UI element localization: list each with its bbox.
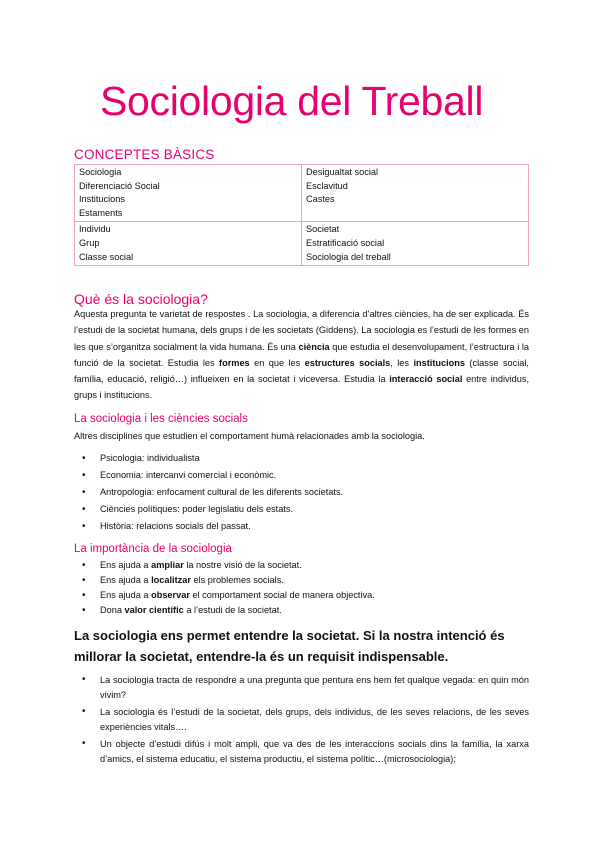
list-item: • Ciències polítiques: poder legislatiu dels estats.: [74, 501, 529, 518]
importancia-heading: La importància de la sociologia: [74, 543, 232, 555]
list-item: • Antropologia: enfocament cultural de les diferents societats.: [74, 484, 529, 501]
paragraph-text: Aquesta pregunta te varietat de respostes . La sociologia, a diferencia d’altres ciències, ha de ser explicada. És l’estudi de la societat humana, dels grups i de les societats (Giddens). La sociologia es l’estudi de les formes en les que s’organitza socialment la vida humana. És una: [74, 309, 529, 352]
bold-term: interacció social: [389, 374, 463, 385]
list-item: • Psicologia: individualista: [74, 450, 529, 467]
paragraph-text: que estudia el desenvolupament, l’estructura i la funció de la societat. Estudia les: [74, 341, 530, 368]
que-es-paragraph: [74, 306, 529, 404]
concept-term: Esclavitud: [306, 180, 348, 191]
table-cell: [302, 222, 529, 266]
paragraph-text: en que les: [249, 357, 305, 368]
table-cell: [75, 165, 302, 222]
concept-term: Individu: [79, 224, 111, 235]
concept-term: Estratificació social: [306, 237, 385, 248]
item-text: el comportament social de manera objectiva.: [189, 590, 375, 600]
concept-term: Grup: [79, 237, 100, 248]
final-list: [74, 673, 529, 769]
item-text: Dona: [100, 605, 125, 615]
bold-term: valor científic: [124, 605, 184, 615]
list-item: [74, 603, 529, 618]
key-statement: La sociologia ens permet entendre la societat. Si la nostra intenció és millorar la societat, entendre-la és un requisit indispensable.: [74, 628, 505, 664]
concepts-table: [74, 164, 529, 266]
table-row: [75, 222, 529, 266]
paragraph-text: , les: [390, 357, 414, 368]
que-es-heading: Què és la sociologia?: [74, 291, 208, 307]
list-item: • Història: relacions socials del passat.: [74, 518, 529, 535]
list-item: • Un objecte d’estudi difús i molt ampli, que va des de les interaccions socials dins la família, la xarxa d’amics, el sistema educatiu, el sistema productiu, el sistema polític…(microsociologia);: [74, 737, 529, 766]
item-text: la nostre visió de la societat.: [183, 560, 302, 570]
bold-term: observar: [151, 590, 190, 600]
concept-term: Sociologia del treball: [306, 251, 391, 262]
concept-term: Sociologia: [79, 167, 122, 177]
paragraph-text: entre individus, grups i institucions.: [74, 374, 529, 401]
list-item: [74, 558, 529, 573]
item-text: a l’estudi de la societat.: [183, 605, 282, 615]
list-item: [74, 588, 529, 603]
list-item: [74, 573, 529, 588]
table-cell: [302, 165, 529, 222]
bold-term: localitzar: [151, 575, 191, 585]
ciencies-intro: Altres disciplines que estudien el comportament humà relacionades amb la sociologia.: [74, 431, 425, 441]
bold-term: estructures socials: [304, 357, 391, 368]
disciplines-list: [74, 450, 529, 535]
list-item: • Economia: intercanvi comercial i econòmic.: [74, 467, 529, 484]
document-title: Sociologia del Treball: [100, 78, 484, 124]
concept-term: Desigualtat social: [306, 167, 379, 177]
item-text: Ens ajuda a: [100, 575, 152, 585]
bold-term: ampliar: [151, 560, 184, 570]
concept-term: Estaments: [79, 207, 123, 218]
table-cell: [75, 222, 302, 266]
concept-term: Institucions: [79, 194, 125, 205]
concept-term: Diferenciació Social: [79, 180, 160, 191]
bold-term: institucions: [413, 357, 465, 368]
ciencies-heading: La sociologia i les ciències socials: [74, 413, 248, 425]
item-text: Ens ajuda a: [100, 560, 152, 570]
item-text: Ens ajuda a: [100, 590, 152, 600]
concept-term: Castes: [306, 194, 335, 205]
bold-term: ciència: [298, 341, 330, 352]
concept-term: Classe social: [79, 251, 134, 262]
importance-list: [74, 558, 529, 618]
bold-term: formes: [219, 357, 250, 368]
concept-term: Societat: [306, 224, 340, 235]
conceptes-heading: CONCEPTES BÀSICS: [74, 147, 215, 162]
item-text: els problemes socials.: [190, 575, 284, 585]
table-row: [75, 165, 529, 222]
paragraph-text: (classe social, família, educació, religió…) influeixen en la societat i viceversa. Estudia la: [74, 357, 529, 385]
list-item: • La sociologia és l’estudi de la societat, dels grups, dels individus, de les seves relacions, de les seves experiències vitals….: [74, 705, 529, 734]
list-item: • La sociologia tracta de respondre a una pregunta que pentura ens hem fet qualque vegada: en quin món vivim?: [74, 673, 529, 702]
